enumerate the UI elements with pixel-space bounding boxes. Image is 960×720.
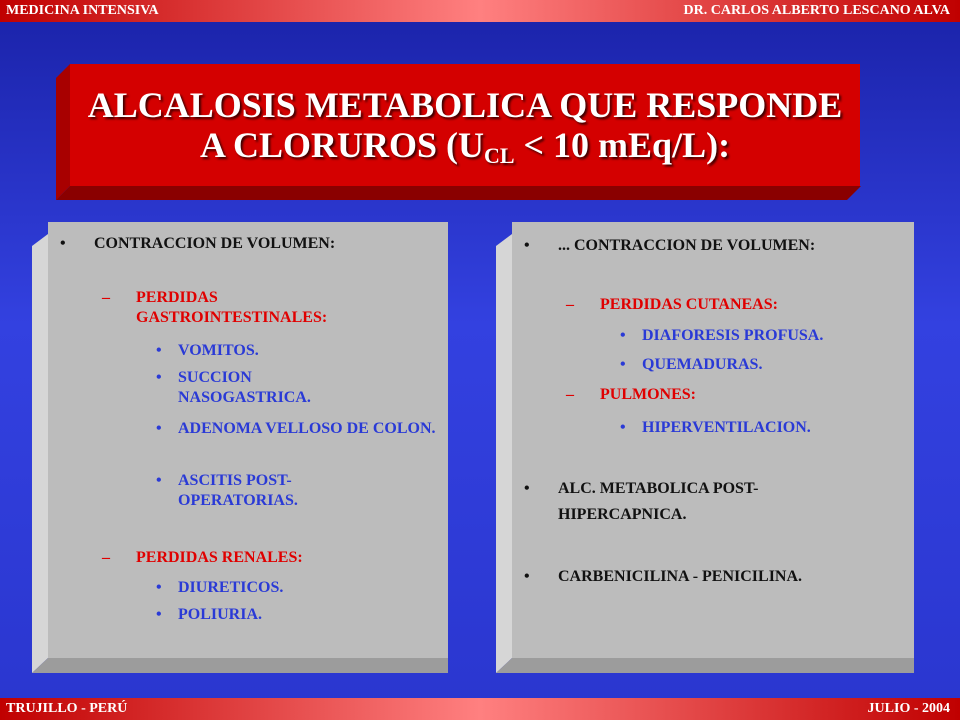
header-bar xyxy=(0,0,960,22)
title-line-2-post: < 10 mEq/L): xyxy=(514,125,731,165)
footer-bar xyxy=(0,698,960,720)
left-panel-bottom xyxy=(32,658,448,673)
header-right-text: DR. CARLOS ALBERTO LESCANO ALVA xyxy=(683,3,950,18)
left-panel-content: • CONTRACCION DE VOLUMEN: – PERDIDAS GASTROINTESTINALES: • VOMITOS. • SUCCION NASOGASTRICA. • ADENOMA VELLOSO DE COLON. • ASCITIS POST-OPERATORIAS. – PERDIDAS RENALES: • DIURETICOS. • POLIURIA. xyxy=(60,235,436,623)
left-panel xyxy=(32,222,448,673)
right-panel xyxy=(496,222,914,673)
title-line-2-pre: A CLORUROS (U xyxy=(199,125,484,165)
title-box xyxy=(56,64,861,200)
title-line-1: ALCALOSIS METABOLICA QUE RESPONDE xyxy=(87,85,843,125)
title-subscript: CL xyxy=(483,143,515,168)
title-line-2 xyxy=(88,125,843,168)
title-box-side xyxy=(56,64,70,200)
footer-left-text: TRUJILLO - PERÚ xyxy=(6,701,128,716)
footer-right-text: JULIO - 2004 xyxy=(867,701,950,716)
right-panel-content: • ... CONTRACCION DE VOLUMEN: – PERDIDAS CUTANEAS: • DIAFORESIS PROFUSA. • QUEMADURAS. – PULMONES: • HIPERVENTILACION. • ALC. METABOLICA POST-HIPERCAPNICA. • CARBENICILINA - PENICILINA. xyxy=(524,237,824,585)
title-box-bottom xyxy=(56,186,861,200)
right-panel-bottom xyxy=(496,658,914,673)
slide-title xyxy=(70,64,860,186)
header-left-text: MEDICINA INTENSIVA xyxy=(6,3,159,18)
